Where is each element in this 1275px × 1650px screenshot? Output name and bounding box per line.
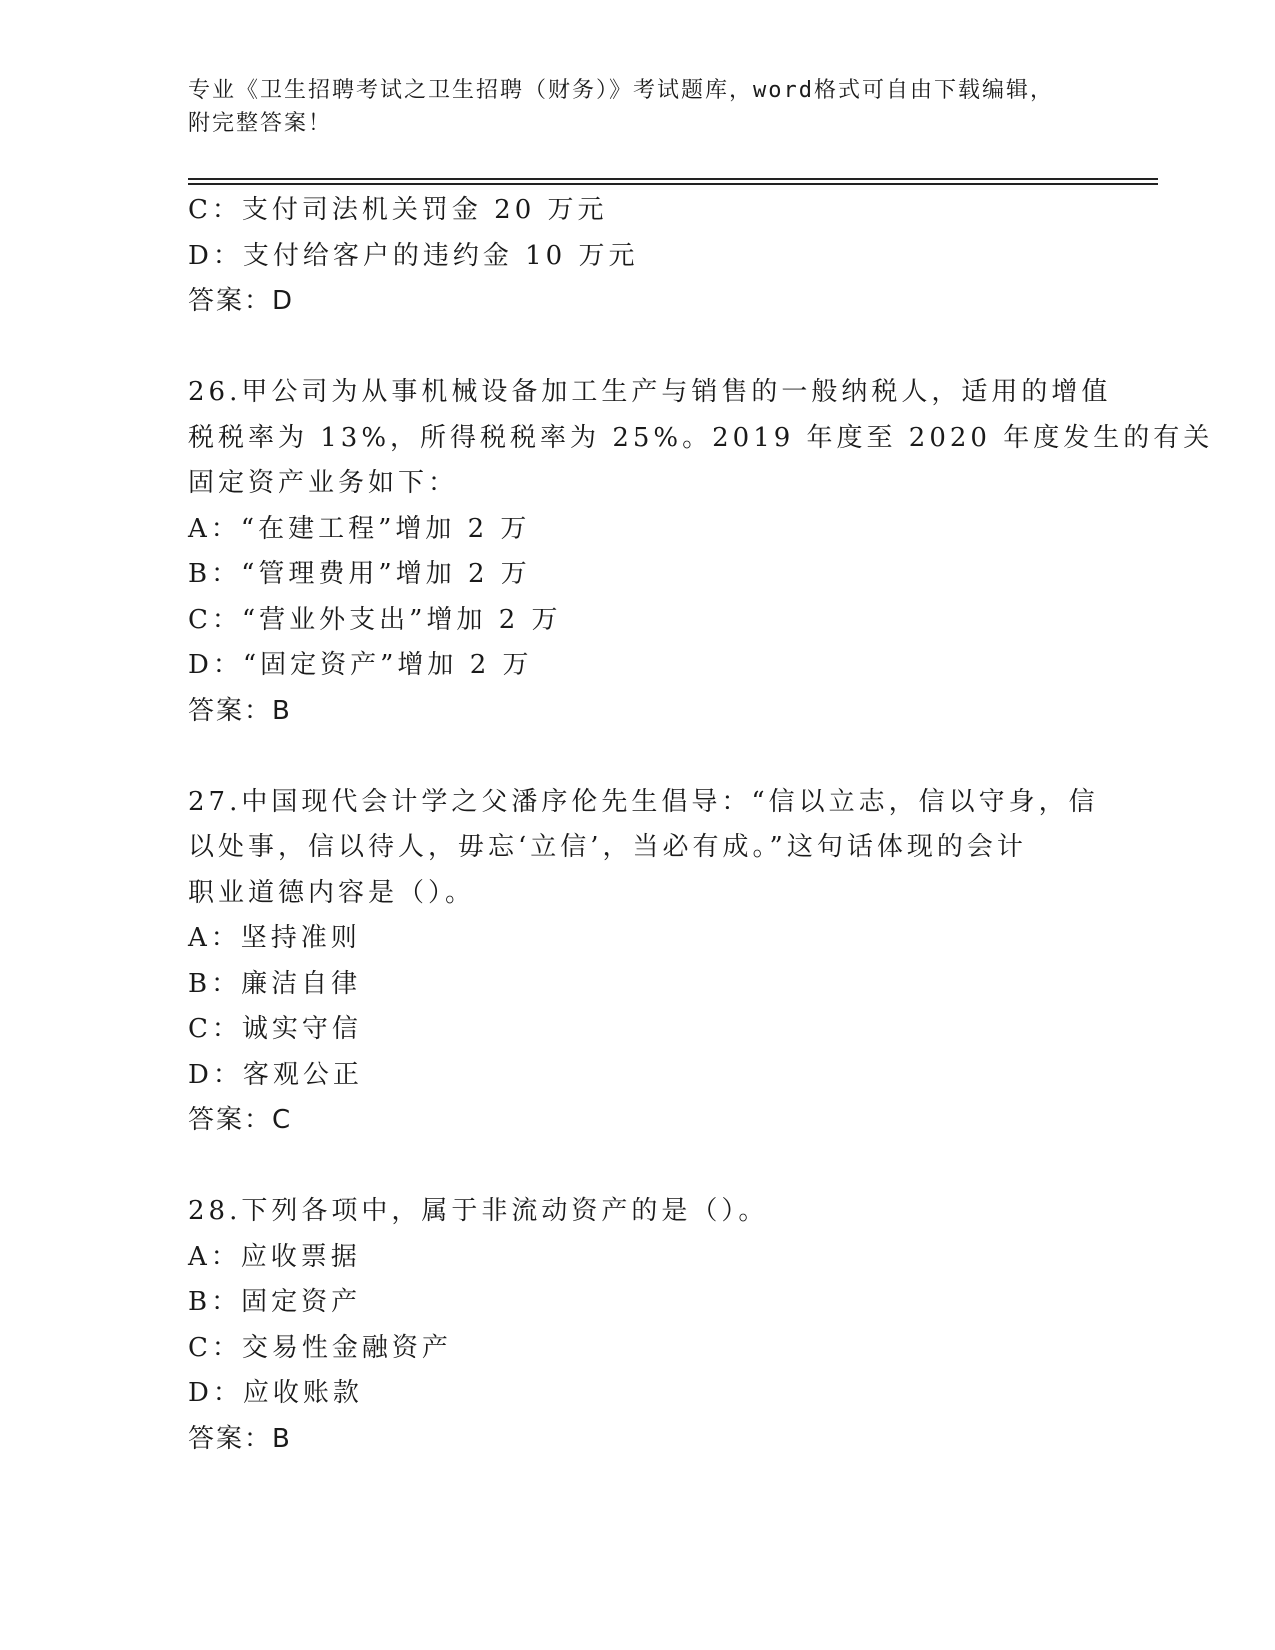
option-d: D：“固定资产”增加 2 万 xyxy=(188,650,533,680)
option-d: D：客观公正 xyxy=(188,1059,363,1090)
answer: 答案：D xyxy=(188,286,295,316)
option-a: A：坚持准则 xyxy=(188,923,361,953)
option-a: A：应收票据 xyxy=(188,1241,361,1272)
answer: 答案：C xyxy=(188,1105,293,1135)
document-body xyxy=(188,188,1214,1462)
spacer xyxy=(188,1144,1088,1190)
question-stem: 26.甲公司为从事机械设备加工生产与销售的一般纳税人，适用的增值 xyxy=(188,377,1112,407)
question-26 xyxy=(188,370,1214,734)
header-rule-bottom xyxy=(188,183,1158,185)
question-stem: 以处事，信以待人，毋忘‘立信’，当必有成。”这句话体现的会计 xyxy=(188,832,1027,862)
question-stem: 27.中国现代会计学之父潘序伦先生倡导：“信以立志，信以守身，信 xyxy=(188,786,1099,817)
question-stem: 固定资产业务如下： xyxy=(188,468,459,498)
question-stem: 税税率为 13%，所得税税率为 25%。2019 年度至 2020 年度发生的有关 xyxy=(188,422,1214,453)
option-c: C：交易性金融资产 xyxy=(188,1332,452,1363)
option-a: A：“在建工程”增加 2 万 xyxy=(188,513,531,544)
answer: 答案：B xyxy=(188,1423,292,1454)
spacer xyxy=(188,734,1088,780)
question-27 xyxy=(188,780,1099,1144)
question-25-tail xyxy=(188,188,1088,325)
question-28 xyxy=(188,1189,1088,1462)
question-stem: 职业道德内容是（）。 xyxy=(188,877,476,908)
option-b: B：廉洁自律 xyxy=(188,968,362,999)
option-c: C：诚实守信 xyxy=(188,1014,362,1044)
option-b: B：固定资产 xyxy=(188,1287,362,1317)
spacer xyxy=(188,325,1088,371)
option-b: B：“管理费用”增加 2 万 xyxy=(188,559,531,589)
option-d: D：支付给客户的违约金 10 万元 xyxy=(188,240,639,271)
question-stem: 28.下列各项中，属于非流动资产的是（）。 xyxy=(188,1196,769,1226)
option-c: C：“营业外支出”增加 2 万 xyxy=(188,604,562,635)
answer: 答案：B xyxy=(188,695,292,726)
document-header: 专业《卫生招聘考试之卫生招聘（财务）》考试题库，word格式可自由下载编辑，附完整答案！ xyxy=(188,78,1054,136)
option-d: D：应收账款 xyxy=(188,1378,363,1408)
header-rule-top xyxy=(188,178,1158,180)
option-c: C：支付司法机关罚金 20 万元 xyxy=(188,195,608,225)
